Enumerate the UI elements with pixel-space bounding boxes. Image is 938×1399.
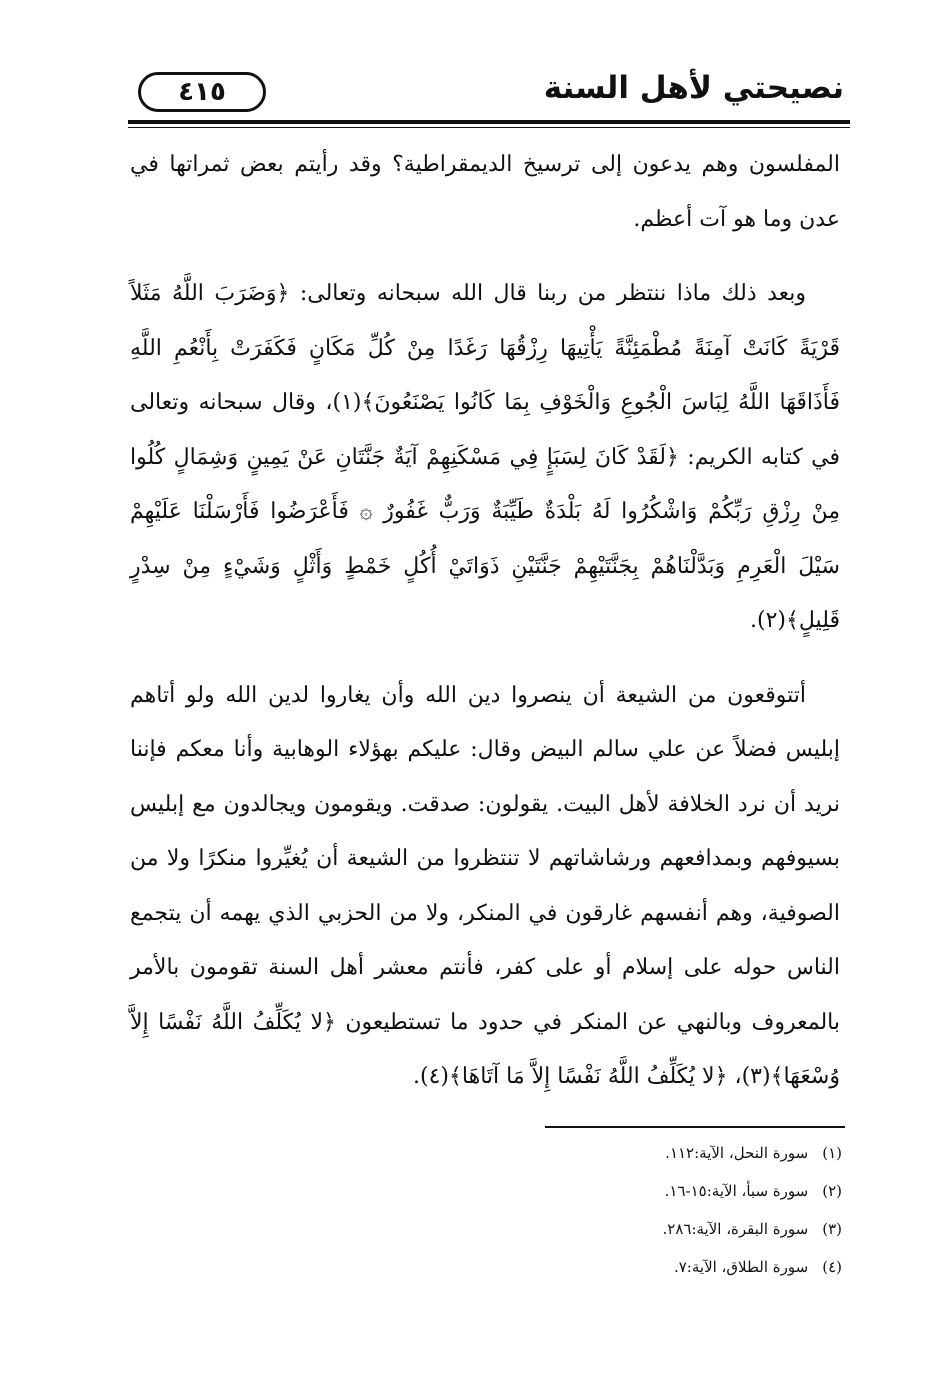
main-text	[130, 138, 840, 1125]
footnote-2	[422, 1172, 842, 1210]
book-title: نصيحتي لأهل السنة	[543, 70, 844, 106]
footnote-4	[422, 1248, 842, 1286]
footnote-number: (٣)	[822, 1220, 842, 1238]
paragraph-1: المفلسون وهم يدعون إلى ترسيخ الديمقراطية؟ وقد رأيتم بعض ثمراتها في عدن وما هو آت أعظم.	[130, 152, 840, 232]
footnote-text: سورة الطلاق، الآية:٧.	[673, 1258, 809, 1276]
footnote-number: (٢)	[822, 1182, 842, 1200]
footnote-separator	[545, 1126, 845, 1128]
footnote-number: (١)	[822, 1144, 842, 1162]
footnote-number: (٤)	[822, 1258, 842, 1276]
header-rule-thick	[128, 120, 850, 124]
footnote-text: سورة النحل، الآية:١١٢.	[665, 1144, 809, 1162]
footnote-3	[422, 1210, 842, 1248]
footnote-text: سورة سبأ، الآية:١٥-١٦.	[664, 1182, 809, 1200]
paragraph-3: أتتوقعون من الشيعة أن ينصروا دين الله وأن يغاروا لدين الله ولو أتاهم إبليس فضلاً عن علي سالم البيض وقال: عليكم بهؤلاء الوهابية وأنا معكم فإننا نريد أن نرد الخلافة لأهل البيت. يقولون: صدقت. ويقومون ويجالدون مع إبليس بسيوفهم وبمدافعهم ورشاشاتهم لا تنتظروا من الشيعة أن يُغيِّروا منكرًا ولا من الصوفية، وهم أنفسهم غارقون في المنكر، ولا من الحزبي الذي يهمه أن يتجمع الناس حوله على إسلام أو على كفر، فأنتم معشر أهل السنة تقومون بالأمر بالمعروف وبالنهي عن المنكر في حدود ما تستطيعون ﴿لا يُكَلِّفُ اللَّهُ نَفْسًا إِلاَّ وُسْعَهَا﴾(٣)، ﴿لا يُكَلِّفُ اللَّهُ نَفْسًا إِلاَّ مَا آتَاهَا﴾(٤).	[130, 682, 840, 1089]
footnote-1	[422, 1134, 842, 1172]
header-rule-thin	[128, 127, 850, 128]
page-header	[128, 62, 850, 124]
paragraph-2: وبعد ذلك ماذا ننتظر من ربنا قال الله سبحانه وتعالى: ﴿وَضَرَبَ اللَّهُ مَثَلاً قَرْيَةً كَانَتْ آمِنَةً مُطْمَئِنَّةً يَأْتِيهَا رِزْقُهَا رَغَدًا مِنْ كُلِّ مَكَانٍ فَكَفَرَتْ بِأَنْعُمِ اللَّهِ فَأَذَاقَهَا اللَّهُ لِبَاسَ الْجُوعِ وَالْخَوْفِ بِمَا كَانُوا يَصْنَعُونَ﴾(١)، وقال سبحانه وتعالى في كتابه الكريم: ﴿لَقَدْ كَانَ لِسَبَإٍ فِي مَسْكَنِهِمْ آيَةٌ جَنَّتَانِ عَنْ يَمِينٍ وَشِمَالٍ كُلُوا مِنْ رِزْقِ رَبِّكُمْ وَاشْكُرُوا لَهُ بَلْدَةٌ طَيِّبَةٌ وَرَبٌّ غَفُورٌ ۞ فَأَعْرَضُوا فَأَرْسَلْنَا عَلَيْهِمْ سَيْلَ الْعَرِمِ وَبَدَّلْنَاهُمْ بِجَنَّتَيْهِمْ جَنَّتَيْنِ ذَوَاتَيْ أُكُلٍ خَمْطٍ وَأَثْلٍ وَشَيْءٍ مِنْ سِدْرٍ قَلِيلٍ﴾(٢).	[130, 281, 841, 633]
footnotes	[422, 1134, 842, 1286]
footnote-text: سورة البقرة، الآية:٢٨٦.	[662, 1220, 809, 1238]
page-number-badge	[138, 72, 266, 112]
page-number: ٤١٥	[178, 77, 226, 107]
